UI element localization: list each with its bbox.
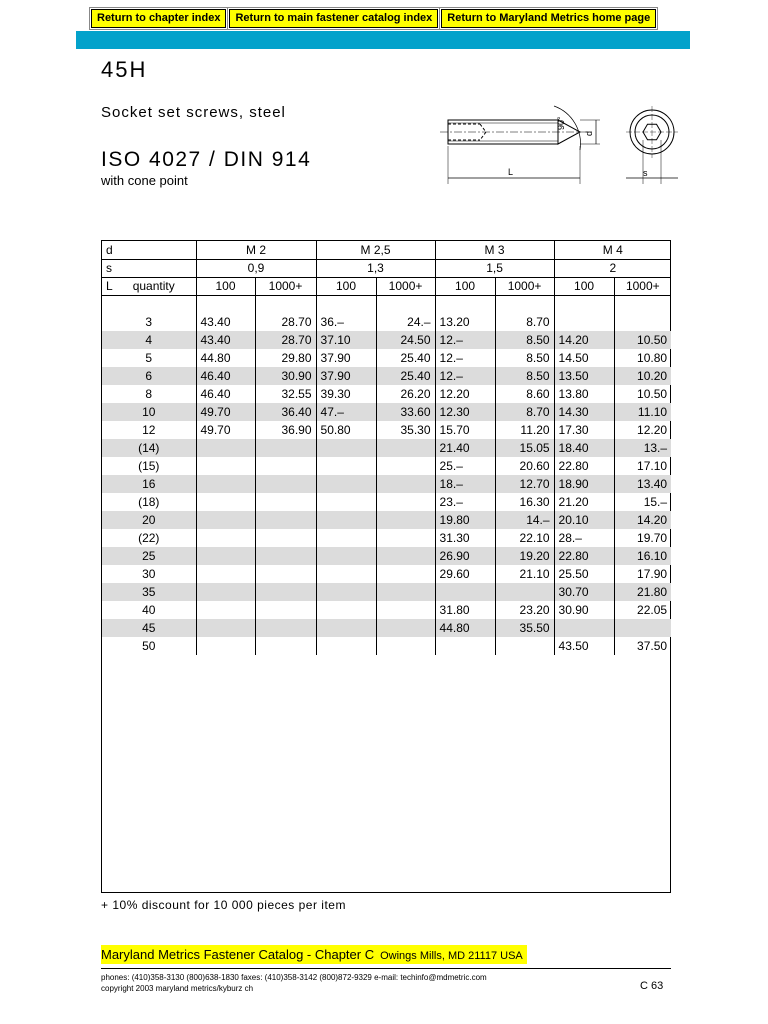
price-cell: 8.70 (495, 403, 554, 421)
socket-size-value: 0,9 (196, 259, 316, 277)
length-cell: 40 (142, 603, 156, 617)
price-cell (196, 619, 255, 637)
price-table-frame (101, 240, 671, 893)
price-cell: 44.80 (435, 619, 495, 637)
price-cell: 8.50 (495, 331, 554, 349)
size-header: M 3 (435, 241, 554, 259)
price-cell (196, 457, 255, 475)
length-cell: 4 (102, 331, 196, 349)
price-cell: 13.40 (614, 475, 671, 493)
footer-contact: phones: (410)358-3130 (800)638-1830 faxes: (410)358-3142 (800)872-9329 e-mail: techinfo@mdmetric.com (101, 973, 487, 982)
socket-size-row (102, 259, 671, 277)
price-cell: 23.20 (495, 601, 554, 619)
qty-1000-header: 1000+ (255, 277, 316, 295)
price-cell (196, 529, 255, 547)
footer-banner (101, 945, 527, 964)
price-cell: 14.– (495, 511, 554, 529)
price-cell (255, 529, 316, 547)
length-cell: 50 (142, 639, 156, 653)
price-cell: 13.50 (554, 367, 614, 385)
price-cell: 8.60 (495, 385, 554, 403)
diameter-label: d (584, 130, 594, 136)
length-cell: 16 (102, 475, 196, 493)
table-row (102, 349, 671, 367)
footer-catalog: Fastener Catalog - Chapter C (199, 947, 375, 962)
price-cell (376, 601, 435, 619)
length-cell: 5 (145, 351, 153, 365)
table-row (102, 547, 671, 565)
price-cell (196, 511, 255, 529)
length-cell: 6 (102, 367, 196, 385)
table-row (102, 403, 671, 421)
price-cell: 19.80 (435, 511, 495, 529)
socket-size-header: s (102, 259, 196, 277)
price-cell (316, 583, 376, 601)
price-cell: 49.70 (196, 421, 255, 439)
length-cell: (22) (138, 531, 160, 545)
table-row (102, 619, 671, 637)
qty-100-header: 100 (435, 277, 495, 295)
price-cell: 30.90 (554, 601, 614, 619)
page-number: C 63 (640, 980, 664, 992)
price-cell: 18.40 (554, 439, 614, 457)
price-cell (316, 457, 376, 475)
length-cell: 8 (145, 387, 153, 401)
price-cell (316, 493, 376, 511)
price-cell: 29.80 (255, 349, 316, 367)
socket-size-label: s (643, 168, 648, 178)
table-spacer (102, 295, 671, 313)
price-cell (376, 583, 435, 601)
price-cell (435, 583, 495, 601)
price-cell: 30.70 (554, 583, 614, 601)
footer-company: Maryland Metrics (101, 947, 200, 962)
price-cell (255, 547, 316, 565)
price-cell: 8.50 (495, 367, 554, 385)
price-cell (316, 601, 376, 619)
price-cell: 24.– (376, 313, 435, 331)
set-screw-drawing (440, 100, 690, 190)
price-cell (255, 619, 316, 637)
price-cell: 12.20 (614, 421, 671, 439)
price-cell: 15.– (614, 493, 671, 511)
length-quantity-header (102, 277, 196, 295)
price-cell (255, 457, 316, 475)
price-cell (376, 511, 435, 529)
price-cell: 14.30 (554, 403, 614, 421)
quantity-header: quantity (132, 279, 175, 293)
price-cell: 17.90 (614, 565, 671, 583)
length-cell: 3 (145, 315, 153, 329)
qty-100-header: 100 (196, 277, 255, 295)
discount-note: + 10% discount for 10 000 pieces per item (101, 898, 346, 912)
product-code: 45H (101, 57, 148, 82)
price-cell: 28.– (554, 529, 614, 547)
price-cell: 47.– (316, 403, 376, 421)
price-cell: 13.80 (554, 385, 614, 403)
price-cell: 10.50 (614, 331, 671, 349)
price-cell: 14.20 (554, 331, 614, 349)
price-cell: 12.– (435, 367, 495, 385)
home-page-link[interactable]: Return to Maryland Metrics home page (441, 9, 656, 28)
table-row (102, 583, 671, 601)
price-cell: 12.20 (435, 385, 495, 403)
price-cell: 22.05 (614, 601, 671, 619)
table-row (102, 637, 671, 655)
price-cell: 14.50 (554, 349, 614, 367)
price-cell: 11.20 (495, 421, 554, 439)
price-cell (376, 565, 435, 583)
price-cell (614, 313, 671, 331)
catalog-index-link[interactable]: Return to main fastener catalog index (229, 9, 438, 28)
price-cell (614, 619, 671, 637)
price-cell (495, 637, 554, 655)
length-label: L (508, 167, 514, 177)
price-cell (316, 439, 376, 457)
length-cell: (18) (138, 495, 160, 509)
price-cell (196, 475, 255, 493)
price-cell: 19.70 (614, 529, 671, 547)
price-cell (196, 583, 255, 601)
price-cell (255, 439, 316, 457)
price-cell (196, 637, 255, 655)
price-cell: 37.90 (316, 349, 376, 367)
price-cell (435, 637, 495, 655)
table-row (102, 529, 671, 547)
diameter-header: d (102, 241, 196, 259)
socket-size-value: 2 (554, 259, 671, 277)
price-cell (316, 511, 376, 529)
price-cell: 12.30 (435, 403, 495, 421)
product-standard: ISO 4027 / DIN 914 (101, 148, 312, 171)
price-cell: 12.– (435, 349, 495, 367)
price-cell: 12.– (435, 331, 495, 349)
price-cell: 36.40 (255, 403, 316, 421)
price-cell: 37.50 (614, 637, 671, 655)
table-row (102, 367, 671, 385)
price-cell: 25.– (435, 457, 495, 475)
product-name: Socket set screws, steel (101, 104, 286, 121)
table-row (102, 331, 671, 349)
price-cell: 10.80 (614, 349, 671, 367)
table-row (102, 475, 671, 493)
price-cell: 10.50 (614, 385, 671, 403)
price-cell: 29.60 (435, 565, 495, 583)
price-cell: 18.90 (554, 475, 614, 493)
price-cell: 18.– (435, 475, 495, 493)
price-cell (316, 565, 376, 583)
price-cell: 46.40 (196, 385, 255, 403)
price-cell: 32.55 (255, 385, 316, 403)
price-cell (255, 475, 316, 493)
price-cell: 44.80 (196, 349, 255, 367)
price-cell (196, 601, 255, 619)
price-cell: 39.30 (316, 385, 376, 403)
price-cell (376, 457, 435, 475)
size-header: M 2,5 (316, 241, 435, 259)
price-cell (495, 583, 554, 601)
table-row (102, 421, 671, 439)
price-cell (376, 439, 435, 457)
price-cell: 16.30 (495, 493, 554, 511)
price-cell: 25.40 (376, 349, 435, 367)
price-cell: 26.20 (376, 385, 435, 403)
price-cell: 37.90 (316, 367, 376, 385)
length-header: L (106, 279, 113, 293)
diameter-row (102, 241, 671, 259)
qty-1000-header: 1000+ (376, 277, 435, 295)
price-cell: 28.70 (255, 331, 316, 349)
price-cell: 17.10 (614, 457, 671, 475)
price-cell: 19.20 (495, 547, 554, 565)
table-row (102, 565, 671, 583)
length-cell: (14) (102, 439, 196, 457)
footer-divider (101, 968, 671, 969)
nav-bar (91, 9, 656, 28)
price-table (102, 241, 671, 655)
price-cell (196, 493, 255, 511)
price-cell: 23.– (435, 493, 495, 511)
price-cell (255, 493, 316, 511)
price-cell: 46.40 (196, 367, 255, 385)
length-cell: 10 (102, 403, 196, 421)
price-cell (376, 475, 435, 493)
size-header: M 4 (554, 241, 671, 259)
product-point-type: with cone point (101, 173, 188, 188)
price-cell: 15.70 (435, 421, 495, 439)
price-cell (316, 475, 376, 493)
price-cell (376, 493, 435, 511)
price-cell: 25.50 (554, 565, 614, 583)
qty-1000-header: 1000+ (495, 277, 554, 295)
length-cell: 30 (142, 567, 156, 581)
price-cell: 49.70 (196, 403, 255, 421)
price-cell: 13.– (614, 439, 671, 457)
length-cell: (15) (138, 459, 160, 473)
size-header: M 2 (196, 241, 316, 259)
price-cell: 24.50 (376, 331, 435, 349)
price-cell (316, 619, 376, 637)
footer-city: Owings Mills, MD 21117 USA (380, 950, 523, 962)
price-cell: 43.40 (196, 331, 255, 349)
angle-label: 90° (556, 116, 566, 130)
price-cell (376, 547, 435, 565)
price-cell: 22.10 (495, 529, 554, 547)
price-cell: 31.80 (435, 601, 495, 619)
price-cell: 31.30 (435, 529, 495, 547)
qty-100-header: 100 (554, 277, 614, 295)
price-cell: 21.80 (614, 583, 671, 601)
socket-size-value: 1,5 (435, 259, 554, 277)
price-cell (196, 439, 255, 457)
header-bar (76, 31, 690, 49)
price-cell: 21.40 (435, 439, 495, 457)
price-cell: 37.10 (316, 331, 376, 349)
price-cell: 21.10 (495, 565, 554, 583)
table-row (102, 493, 671, 511)
table-row (102, 313, 671, 331)
price-cell (554, 313, 614, 331)
price-cell: 33.60 (376, 403, 435, 421)
price-cell (255, 565, 316, 583)
price-cell: 22.80 (554, 457, 614, 475)
price-cell: 28.70 (255, 313, 316, 331)
price-cell: 21.20 (554, 493, 614, 511)
price-cell: 11.10 (614, 403, 671, 421)
price-cell: 22.80 (554, 547, 614, 565)
price-cell: 43.40 (196, 313, 255, 331)
price-cell (316, 637, 376, 655)
price-cell (255, 511, 316, 529)
chapter-index-link[interactable]: Return to chapter index (91, 9, 226, 28)
footer-contact-block (101, 972, 487, 994)
qty-1000-header: 1000+ (614, 277, 671, 295)
price-cell: 15.05 (495, 439, 554, 457)
price-cell: 8.70 (495, 313, 554, 331)
price-cell: 8.50 (495, 349, 554, 367)
price-cell (316, 547, 376, 565)
price-cell: 36.– (316, 313, 376, 331)
price-cell: 14.20 (614, 511, 671, 529)
price-cell (376, 637, 435, 655)
table-row (102, 439, 671, 457)
price-cell (255, 583, 316, 601)
price-cell (316, 529, 376, 547)
price-cell: 26.90 (435, 547, 495, 565)
table-row (102, 457, 671, 475)
price-cell: 35.30 (376, 421, 435, 439)
table-row (102, 601, 671, 619)
price-cell (255, 601, 316, 619)
price-cell: 20.10 (554, 511, 614, 529)
length-cell: 20 (102, 511, 196, 529)
table-row (102, 385, 671, 403)
length-cell: 45 (102, 619, 196, 637)
price-cell (376, 619, 435, 637)
price-cell (554, 619, 614, 637)
price-cell: 30.90 (255, 367, 316, 385)
length-cell: 35 (102, 583, 196, 601)
price-cell: 17.30 (554, 421, 614, 439)
socket-size-value: 1,3 (316, 259, 435, 277)
price-cell: 25.40 (376, 367, 435, 385)
length-cell: 25 (102, 547, 196, 565)
price-cell: 13.20 (435, 313, 495, 331)
price-cell (376, 529, 435, 547)
price-cell: 16.10 (614, 547, 671, 565)
price-cell: 20.60 (495, 457, 554, 475)
qty-100-header: 100 (316, 277, 376, 295)
length-cell: 12 (142, 423, 156, 437)
footer-copyright: copyright 2003 maryland metrics/kyburz ch (101, 984, 254, 993)
price-cell: 43.50 (554, 637, 614, 655)
quantity-row (102, 277, 671, 295)
price-cell: 35.50 (495, 619, 554, 637)
table-row (102, 511, 671, 529)
price-cell (255, 637, 316, 655)
price-cell (196, 565, 255, 583)
price-cell: 12.70 (495, 475, 554, 493)
price-cell: 36.90 (255, 421, 316, 439)
price-cell: 10.20 (614, 367, 671, 385)
price-cell: 50.80 (316, 421, 376, 439)
price-cell (196, 547, 255, 565)
